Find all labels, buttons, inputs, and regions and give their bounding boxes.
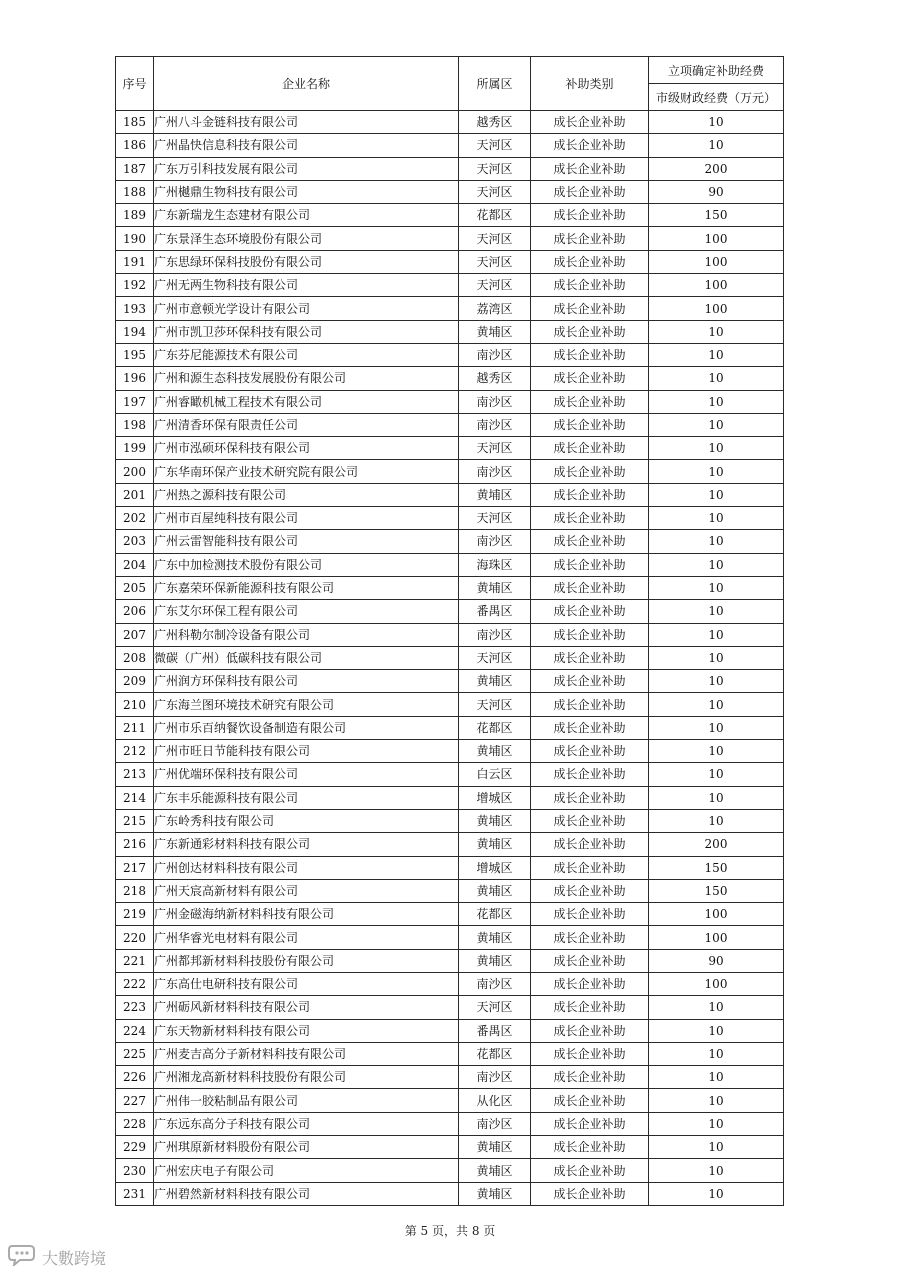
row-subsidy-type: 成长企业补助	[531, 996, 649, 1019]
row-funding-amount: 100	[649, 250, 784, 273]
row-subsidy-type: 成长企业补助	[531, 786, 649, 809]
table-row	[116, 623, 784, 646]
row-funding-amount: 100	[649, 972, 784, 995]
table-row	[116, 111, 784, 134]
table-row	[116, 1136, 784, 1159]
row-company-name: 广东新瑞龙生态建材有限公司	[154, 204, 459, 227]
header-subsidy-type: 补助类别	[531, 57, 649, 111]
row-district: 南沙区	[459, 530, 531, 553]
row-company-name: 广州市凯卫莎环保科技有限公司	[154, 320, 459, 343]
row-funding-amount: 10	[649, 437, 784, 460]
row-no: 191	[116, 250, 154, 273]
row-district: 黄埔区	[459, 1136, 531, 1159]
row-no: 230	[116, 1159, 154, 1182]
table-row	[116, 390, 784, 413]
table-row	[116, 227, 784, 250]
table-row	[116, 1066, 784, 1089]
row-no: 218	[116, 879, 154, 902]
table-row	[116, 1112, 784, 1135]
table-row	[116, 926, 784, 949]
row-funding-amount: 10	[649, 600, 784, 623]
row-no: 221	[116, 949, 154, 972]
row-district: 花都区	[459, 903, 531, 926]
row-company-name: 广州都邦新材料科技股份有限公司	[154, 949, 459, 972]
row-no: 212	[116, 740, 154, 763]
table-row	[116, 204, 784, 227]
row-no: 231	[116, 1182, 154, 1205]
row-funding-amount: 10	[649, 134, 784, 157]
row-no: 223	[116, 996, 154, 1019]
row-subsidy-type: 成长企业补助	[531, 623, 649, 646]
table-row	[116, 833, 784, 856]
row-company-name: 广州市意顿光学设计有限公司	[154, 297, 459, 320]
row-funding-amount: 10	[649, 623, 784, 646]
row-funding-amount: 10	[649, 646, 784, 669]
row-company-name: 广东思绿环保科技股份有限公司	[154, 250, 459, 273]
row-no: 186	[116, 134, 154, 157]
row-subsidy-type: 成长企业补助	[531, 274, 649, 297]
row-subsidy-type: 成长企业补助	[531, 879, 649, 902]
table-row	[116, 274, 784, 297]
row-district: 越秀区	[459, 367, 531, 390]
row-company-name: 广州晶快信息科技有限公司	[154, 134, 459, 157]
table-row	[116, 856, 784, 879]
watermark-text: 大數跨境	[42, 1248, 107, 1268]
row-no: 209	[116, 670, 154, 693]
row-subsidy-type: 成长企业补助	[531, 530, 649, 553]
row-no: 193	[116, 297, 154, 320]
header-company-name: 企业名称	[154, 57, 459, 111]
row-district: 天河区	[459, 507, 531, 530]
row-district: 天河区	[459, 274, 531, 297]
row-company-name: 广州优端环保科技有限公司	[154, 763, 459, 786]
row-no: 203	[116, 530, 154, 553]
row-company-name: 广州金磁海纳新材料科技有限公司	[154, 903, 459, 926]
row-district: 天河区	[459, 134, 531, 157]
row-subsidy-type: 成长企业补助	[531, 483, 649, 506]
row-funding-amount: 10	[649, 320, 784, 343]
row-subsidy-type: 成长企业补助	[531, 437, 649, 460]
table-row	[116, 972, 784, 995]
table-row	[116, 1019, 784, 1042]
row-funding-amount: 10	[649, 1112, 784, 1135]
row-subsidy-type: 成长企业补助	[531, 297, 649, 320]
row-district: 从化区	[459, 1089, 531, 1112]
row-funding-amount: 10	[649, 1066, 784, 1089]
row-district: 天河区	[459, 437, 531, 460]
table-row	[116, 1182, 784, 1205]
row-company-name: 广州无两生物科技有限公司	[154, 274, 459, 297]
row-subsidy-type: 成长企业补助	[531, 413, 649, 436]
row-subsidy-type: 成长企业补助	[531, 1136, 649, 1159]
row-district: 南沙区	[459, 413, 531, 436]
row-company-name: 广州八斗金链科技有限公司	[154, 111, 459, 134]
row-no: 215	[116, 809, 154, 832]
row-company-name: 广东海兰图环境技术研究有限公司	[154, 693, 459, 716]
subsidy-table	[115, 56, 784, 1206]
row-company-name: 广州创达材料科技有限公司	[154, 856, 459, 879]
row-company-name: 广东远东高分子科技有限公司	[154, 1112, 459, 1135]
row-company-name: 广东中加检测技术股份有限公司	[154, 553, 459, 576]
row-no: 196	[116, 367, 154, 390]
table-row	[116, 693, 784, 716]
row-funding-amount: 10	[649, 809, 784, 832]
row-company-name: 广州碧然新材料科技有限公司	[154, 1182, 459, 1205]
table-row	[116, 576, 784, 599]
row-company-name: 广东岭秀科技有限公司	[154, 809, 459, 832]
row-no: 188	[116, 180, 154, 203]
row-company-name: 广州热之源科技有限公司	[154, 483, 459, 506]
row-funding-amount: 10	[649, 111, 784, 134]
row-subsidy-type: 成长企业补助	[531, 576, 649, 599]
row-company-name: 广东景泽生态环境股份有限公司	[154, 227, 459, 250]
table-row	[116, 809, 784, 832]
row-subsidy-type: 成长企业补助	[531, 926, 649, 949]
row-funding-amount: 10	[649, 740, 784, 763]
row-subsidy-type: 成长企业补助	[531, 390, 649, 413]
row-no: 226	[116, 1066, 154, 1089]
row-subsidy-type: 成长企业补助	[531, 972, 649, 995]
row-funding-amount: 90	[649, 949, 784, 972]
row-funding-amount: 10	[649, 343, 784, 366]
row-subsidy-type: 成长企业补助	[531, 180, 649, 203]
row-company-name: 广州和源生态科技发展股份有限公司	[154, 367, 459, 390]
row-company-name: 广东嘉荣环保新能源科技有限公司	[154, 576, 459, 599]
table-row	[116, 996, 784, 1019]
row-funding-amount: 100	[649, 926, 784, 949]
row-funding-amount: 100	[649, 903, 784, 926]
row-subsidy-type: 成长企业补助	[531, 320, 649, 343]
row-subsidy-type: 成长企业补助	[531, 1089, 649, 1112]
header-municipal-funding: 市级财政经费（万元）	[649, 84, 784, 111]
row-district: 白云区	[459, 763, 531, 786]
row-funding-amount: 10	[649, 390, 784, 413]
row-company-name: 广东芬尼能源技术有限公司	[154, 343, 459, 366]
table-row	[116, 157, 784, 180]
table-row	[116, 763, 784, 786]
row-district: 花都区	[459, 716, 531, 739]
row-company-name: 广州科勒尔制冷设备有限公司	[154, 623, 459, 646]
row-funding-amount: 10	[649, 693, 784, 716]
row-no: 220	[116, 926, 154, 949]
row-no: 194	[116, 320, 154, 343]
row-no: 204	[116, 553, 154, 576]
table-row	[116, 646, 784, 669]
row-no: 201	[116, 483, 154, 506]
row-company-name: 广州伟一胶粘制品有限公司	[154, 1089, 459, 1112]
watermark	[8, 1244, 106, 1270]
table-row	[116, 1159, 784, 1182]
row-no: 225	[116, 1042, 154, 1065]
row-district: 南沙区	[459, 460, 531, 483]
row-district: 黄埔区	[459, 879, 531, 902]
row-subsidy-type: 成长企业补助	[531, 693, 649, 716]
row-no: 229	[116, 1136, 154, 1159]
row-no: 195	[116, 343, 154, 366]
row-subsidy-type: 成长企业补助	[531, 600, 649, 623]
row-funding-amount: 10	[649, 367, 784, 390]
table-row	[116, 670, 784, 693]
row-district: 南沙区	[459, 972, 531, 995]
row-no: 217	[116, 856, 154, 879]
row-company-name: 广州睿瞰机械工程技术有限公司	[154, 390, 459, 413]
row-funding-amount: 10	[649, 716, 784, 739]
row-company-name: 广州麦吉高分子新材料科技有限公司	[154, 1042, 459, 1065]
speech-bubble-logo-icon	[8, 1244, 36, 1270]
row-subsidy-type: 成长企业补助	[531, 157, 649, 180]
table-row	[116, 460, 784, 483]
row-company-name: 广州天宸高新材料有限公司	[154, 879, 459, 902]
row-district: 黄埔区	[459, 670, 531, 693]
row-funding-amount: 150	[649, 204, 784, 227]
row-subsidy-type: 成长企业补助	[531, 343, 649, 366]
row-funding-amount: 10	[649, 1089, 784, 1112]
row-funding-amount: 10	[649, 530, 784, 553]
row-funding-amount: 90	[649, 180, 784, 203]
row-company-name: 广东新通彩材料科技有限公司	[154, 833, 459, 856]
row-no: 185	[116, 111, 154, 134]
row-district: 黄埔区	[459, 833, 531, 856]
row-district: 天河区	[459, 996, 531, 1019]
table-row	[116, 343, 784, 366]
table-row	[116, 530, 784, 553]
row-funding-amount: 10	[649, 483, 784, 506]
row-subsidy-type: 成长企业补助	[531, 1182, 649, 1205]
row-funding-amount: 10	[649, 670, 784, 693]
row-funding-amount: 150	[649, 856, 784, 879]
row-company-name: 广州湘龙高新材料科技股份有限公司	[154, 1066, 459, 1089]
row-subsidy-type: 成长企业补助	[531, 1112, 649, 1135]
row-district: 南沙区	[459, 623, 531, 646]
row-district: 天河区	[459, 227, 531, 250]
row-company-name: 广州市泓硕环保科技有限公司	[154, 437, 459, 460]
row-company-name: 广州云雷智能科技有限公司	[154, 530, 459, 553]
row-subsidy-type: 成长企业补助	[531, 134, 649, 157]
row-district: 黄埔区	[459, 483, 531, 506]
row-district: 增城区	[459, 786, 531, 809]
row-district: 黄埔区	[459, 949, 531, 972]
row-company-name: 广东天物新材料科技有限公司	[154, 1019, 459, 1042]
row-funding-amount: 10	[649, 996, 784, 1019]
row-company-name: 微碳（广州）低碳科技有限公司	[154, 646, 459, 669]
row-no: 207	[116, 623, 154, 646]
row-company-name: 广州砺风新材料科技有限公司	[154, 996, 459, 1019]
row-subsidy-type: 成长企业补助	[531, 763, 649, 786]
row-district: 南沙区	[459, 390, 531, 413]
row-subsidy-type: 成长企业补助	[531, 204, 649, 227]
row-no: 213	[116, 763, 154, 786]
table-row	[116, 1089, 784, 1112]
row-district: 花都区	[459, 1042, 531, 1065]
row-subsidy-type: 成长企业补助	[531, 949, 649, 972]
table-row	[116, 180, 784, 203]
table-row	[116, 1042, 784, 1065]
row-company-name: 广州樾鼎生物科技有限公司	[154, 180, 459, 203]
row-no: 189	[116, 204, 154, 227]
row-company-name: 广州华睿光电材料有限公司	[154, 926, 459, 949]
row-district: 天河区	[459, 180, 531, 203]
header-funding-group: 立项确定补助经费	[649, 57, 784, 84]
row-no: 199	[116, 437, 154, 460]
row-funding-amount: 10	[649, 1019, 784, 1042]
table-row	[116, 367, 784, 390]
row-subsidy-type: 成长企业补助	[531, 367, 649, 390]
table-row	[116, 949, 784, 972]
table-row	[116, 879, 784, 902]
row-district: 花都区	[459, 204, 531, 227]
row-subsidy-type: 成长企业补助	[531, 111, 649, 134]
row-no: 210	[116, 693, 154, 716]
row-district: 增城区	[459, 856, 531, 879]
table-row	[116, 716, 784, 739]
row-no: 206	[116, 600, 154, 623]
header-district: 所属区	[459, 57, 531, 111]
row-subsidy-type: 成长企业补助	[531, 460, 649, 483]
row-subsidy-type: 成长企业补助	[531, 903, 649, 926]
table-row	[116, 437, 784, 460]
row-no: 214	[116, 786, 154, 809]
row-no: 211	[116, 716, 154, 739]
row-funding-amount: 200	[649, 157, 784, 180]
row-funding-amount: 10	[649, 1182, 784, 1205]
row-company-name: 广东华南环保产业技术研究院有限公司	[154, 460, 459, 483]
row-no: 198	[116, 413, 154, 436]
row-subsidy-type: 成长企业补助	[531, 227, 649, 250]
row-subsidy-type: 成长企业补助	[531, 646, 649, 669]
row-funding-amount: 10	[649, 460, 784, 483]
row-district: 南沙区	[459, 1066, 531, 1089]
row-subsidy-type: 成长企业补助	[531, 833, 649, 856]
row-company-name: 广东万引科技发展有限公司	[154, 157, 459, 180]
table-row	[116, 413, 784, 436]
row-no: 187	[116, 157, 154, 180]
row-district: 天河区	[459, 250, 531, 273]
row-district: 越秀区	[459, 111, 531, 134]
row-no: 190	[116, 227, 154, 250]
row-district: 黄埔区	[459, 320, 531, 343]
table-row	[116, 297, 784, 320]
table-row	[116, 507, 784, 530]
row-subsidy-type: 成长企业补助	[531, 1159, 649, 1182]
row-district: 黄埔区	[459, 1182, 531, 1205]
row-subsidy-type: 成长企业补助	[531, 1066, 649, 1089]
row-no: 197	[116, 390, 154, 413]
row-district: 番禺区	[459, 600, 531, 623]
row-subsidy-type: 成长企业补助	[531, 250, 649, 273]
row-no: 222	[116, 972, 154, 995]
table-row	[116, 483, 784, 506]
row-district: 黄埔区	[459, 1159, 531, 1182]
table-row	[116, 600, 784, 623]
row-subsidy-type: 成长企业补助	[531, 740, 649, 763]
row-company-name: 广东丰乐能源科技有限公司	[154, 786, 459, 809]
row-district: 黄埔区	[459, 926, 531, 949]
row-no: 224	[116, 1019, 154, 1042]
table-row	[116, 553, 784, 576]
row-company-name: 广东高仕电研科技有限公司	[154, 972, 459, 995]
row-district: 天河区	[459, 693, 531, 716]
row-funding-amount: 10	[649, 576, 784, 599]
table-row	[116, 250, 784, 273]
row-district: 黄埔区	[459, 740, 531, 763]
table-row	[116, 134, 784, 157]
row-funding-amount: 10	[649, 413, 784, 436]
row-company-name: 广州市旺日节能科技有限公司	[154, 740, 459, 763]
row-district: 天河区	[459, 157, 531, 180]
row-no: 200	[116, 460, 154, 483]
row-no: 227	[116, 1089, 154, 1112]
table-row	[116, 740, 784, 763]
table-row	[116, 320, 784, 343]
row-district: 海珠区	[459, 553, 531, 576]
row-funding-amount: 100	[649, 274, 784, 297]
row-subsidy-type: 成长企业补助	[531, 809, 649, 832]
row-subsidy-type: 成长企业补助	[531, 1019, 649, 1042]
row-district: 南沙区	[459, 343, 531, 366]
row-subsidy-type: 成长企业补助	[531, 670, 649, 693]
row-funding-amount: 10	[649, 763, 784, 786]
row-no: 216	[116, 833, 154, 856]
row-no: 205	[116, 576, 154, 599]
row-district: 黄埔区	[459, 576, 531, 599]
row-funding-amount: 10	[649, 786, 784, 809]
table-row	[116, 786, 784, 809]
row-company-name: 广州琪原新材料股份有限公司	[154, 1136, 459, 1159]
row-funding-amount: 10	[649, 1136, 784, 1159]
row-district: 南沙区	[459, 1112, 531, 1135]
row-funding-amount: 100	[649, 297, 784, 320]
row-company-name: 广州市百屋纯科技有限公司	[154, 507, 459, 530]
row-company-name: 广州清香环保有限责任公司	[154, 413, 459, 436]
row-subsidy-type: 成长企业补助	[531, 716, 649, 739]
row-company-name: 广州润方环保科技有限公司	[154, 670, 459, 693]
row-no: 208	[116, 646, 154, 669]
row-district: 黄埔区	[459, 809, 531, 832]
row-funding-amount: 100	[649, 227, 784, 250]
row-district: 荔湾区	[459, 297, 531, 320]
row-subsidy-type: 成长企业补助	[531, 856, 649, 879]
row-company-name: 广州市乐百纳餐饮设备制造有限公司	[154, 716, 459, 739]
row-no: 219	[116, 903, 154, 926]
row-funding-amount: 150	[649, 879, 784, 902]
row-subsidy-type: 成长企业补助	[531, 1042, 649, 1065]
row-district: 番禺区	[459, 1019, 531, 1042]
row-funding-amount: 10	[649, 1159, 784, 1182]
row-no: 202	[116, 507, 154, 530]
row-district: 天河区	[459, 646, 531, 669]
header-no: 序号	[116, 57, 154, 111]
table-row	[116, 903, 784, 926]
row-funding-amount: 10	[649, 507, 784, 530]
row-subsidy-type: 成长企业补助	[531, 507, 649, 530]
row-no: 192	[116, 274, 154, 297]
row-company-name: 广东艾尔环保工程有限公司	[154, 600, 459, 623]
page-number: 第 5 页，共 8 页	[404, 1224, 496, 1238]
row-funding-amount: 10	[649, 553, 784, 576]
row-funding-amount: 10	[649, 1042, 784, 1065]
table-header-row	[116, 57, 784, 84]
row-subsidy-type: 成长企业补助	[531, 553, 649, 576]
row-no: 228	[116, 1112, 154, 1135]
row-funding-amount: 200	[649, 833, 784, 856]
row-company-name: 广州宏庆电子有限公司	[154, 1159, 459, 1182]
table-body	[116, 111, 784, 1206]
